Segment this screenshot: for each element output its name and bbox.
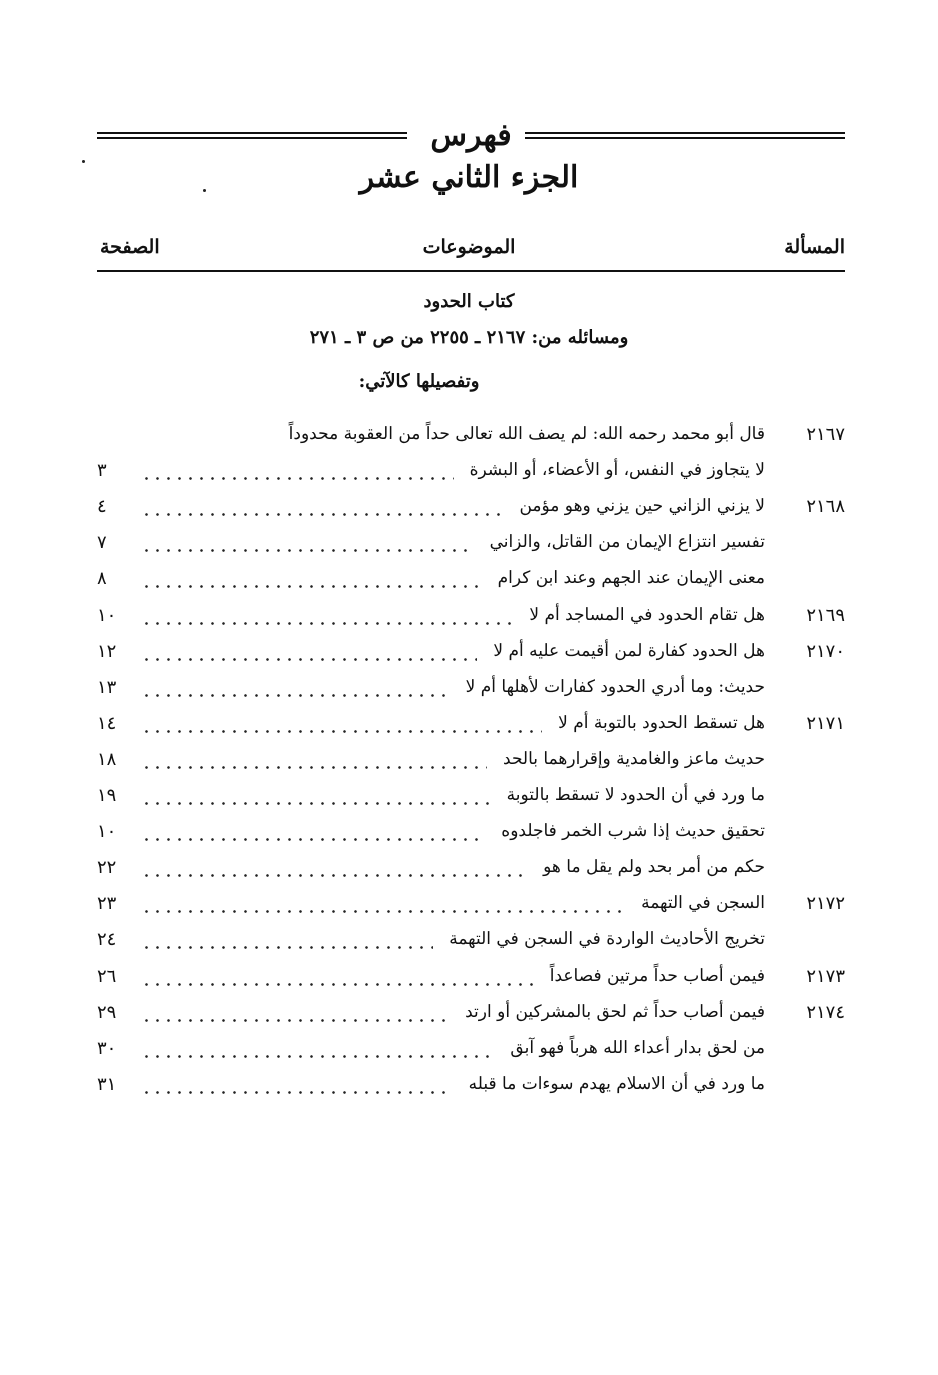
dot-leader [141,946,433,949]
entry-topic: حكم من أمر بحد ولم يقل ما هو [543,857,765,877]
entry-topic: قال أبو محمد رحمه الله: لم يصف الله تعالى حداً من العقوبة محدوداً [288,424,765,444]
page-column-header: الصفحة [100,236,160,258]
dot-leader [141,694,450,697]
page-title: فهرس [430,118,512,153]
index-entry [97,929,845,963]
entry-topic: لا يتجاوز في النفس، أو الأعضاء، أو البشرة [469,460,765,480]
issue-number: ٢١٦٩ [806,605,845,626]
entry-topic: حديث: وما أدري الحدود كفارات لأهلها أم لا [465,677,765,697]
topics-column-header: الموضوعات [422,236,516,258]
index-entry [97,857,845,891]
entry-topic: فيمن أصاب حداً ثم لحق بالمشركين أو ارتد [465,1002,765,1022]
page-number: ٧ [97,532,107,553]
entry-topic: ما ورد في أن الاسلام يهدم سوءات ما قبله [468,1074,765,1094]
print-speck [203,189,206,192]
page-number: ٢٦ [97,966,117,987]
index-entry [97,1074,845,1108]
index-entry [97,605,845,639]
entry-topic: من لحق بدار أعداء الله هرباً فهو آبق [510,1038,765,1058]
page-number: ٣٠ [97,1038,117,1059]
page-number: ٢٢ [97,857,117,878]
page-number: ٤ [97,496,107,517]
issue-number: ٢١٧٢ [806,893,845,914]
entry-topic: لا يزني الزاني حين يزني وهو مؤمن [519,496,765,516]
entry-topic: هل الحدود كفارة لمن أقيمت عليه أم لا [493,641,765,661]
issue-number: ٢١٧٣ [806,966,845,987]
book-range: ومسائله من: ٢١٦٧ ـ ٢٢٥٥ من ص ٣ ـ ٢٧١ [309,327,629,348]
index-entry [97,785,845,819]
issue-number: ٢١٧٠ [806,641,845,662]
index-entry [97,677,845,711]
index-entry [97,532,845,566]
page-number: ٨ [97,568,107,589]
index-entry [97,966,845,1000]
entry-topic: معنى الإيمان عند الجهم وعند ابن كرام [497,568,765,588]
issue-number: ٢١٧٤ [806,1002,845,1023]
page-number: ٢٤ [97,929,117,950]
issue-column-header: المسألة [784,236,845,258]
entry-topic: ما ورد في أن الحدود لا تسقط بالتوبة [506,785,765,805]
page-number: ١٩ [97,785,117,806]
issue-number: ٢١٦٨ [806,496,845,517]
page-number: ١٣ [97,677,117,698]
dot-leader [141,766,487,769]
dot-leader [141,910,625,913]
issue-number: ٢١٦٧ [806,424,845,445]
dot-leader [141,513,503,516]
page-number: ٢٩ [97,1002,117,1023]
print-speck [82,160,85,163]
entry-topic: هل تسقط الحدود بالتوبة أم لا [558,713,765,733]
dot-leader [141,1091,453,1094]
page-number: ٢٣ [97,893,117,914]
entry-topic: هل تقام الحدود في المساجد أم لا [529,605,765,625]
dot-leader [141,983,534,986]
dot-leader [141,549,474,552]
index-entry [97,568,845,602]
index-entry [97,641,845,675]
dot-leader [141,658,477,661]
entry-topic: فيمن أصاب حداً مرتين فصاعداً [549,966,765,986]
index-entry [97,460,845,494]
header-rule [97,270,845,272]
book-intro: وتفصيلها كالآتي: [358,371,480,392]
dot-leader [141,1055,494,1058]
dot-leader [141,1019,449,1022]
dot-leader [141,838,485,841]
index-entry [97,749,845,783]
page-number: ١٨ [97,749,117,770]
index-entry [97,821,845,855]
index-entry [97,496,845,530]
dot-leader [141,477,454,480]
entry-topic: تخريج الأحاديث الواردة في السجن في التهمة [449,929,765,949]
entry-topic: تفسير انتزاع الإيمان من القاتل، والزاني [489,532,765,552]
page-number: ١٤ [97,713,117,734]
entry-topic: السجن في التهمة [641,893,765,913]
dot-leader [141,730,542,733]
dot-leader [141,874,527,877]
index-entry [97,713,845,747]
page-number: ١٠ [97,605,117,626]
dot-leader [141,622,513,625]
issue-number: ٢١٧١ [806,713,845,734]
title-row [97,118,845,162]
page-number: ١٠ [97,821,117,842]
page-number: ٣ [97,460,107,481]
book-name: كتاب الحدود [423,291,515,312]
entry-topic: حديث ماعز والغامدية وإقرارهما بالحد [503,749,765,769]
index-entry [97,893,845,927]
dot-leader [141,585,482,588]
index-entry [97,1038,845,1072]
page-number: ٣١ [97,1074,117,1095]
entry-topic: تحقيق حديث إذا شرب الخمر فاجلدوه [501,821,765,841]
index-entry [97,424,845,458]
page-number: ١٢ [97,641,117,662]
dot-leader [141,802,491,805]
index-entry [97,1002,845,1036]
volume-subtitle: الجزء الثاني عشر [359,160,579,195]
